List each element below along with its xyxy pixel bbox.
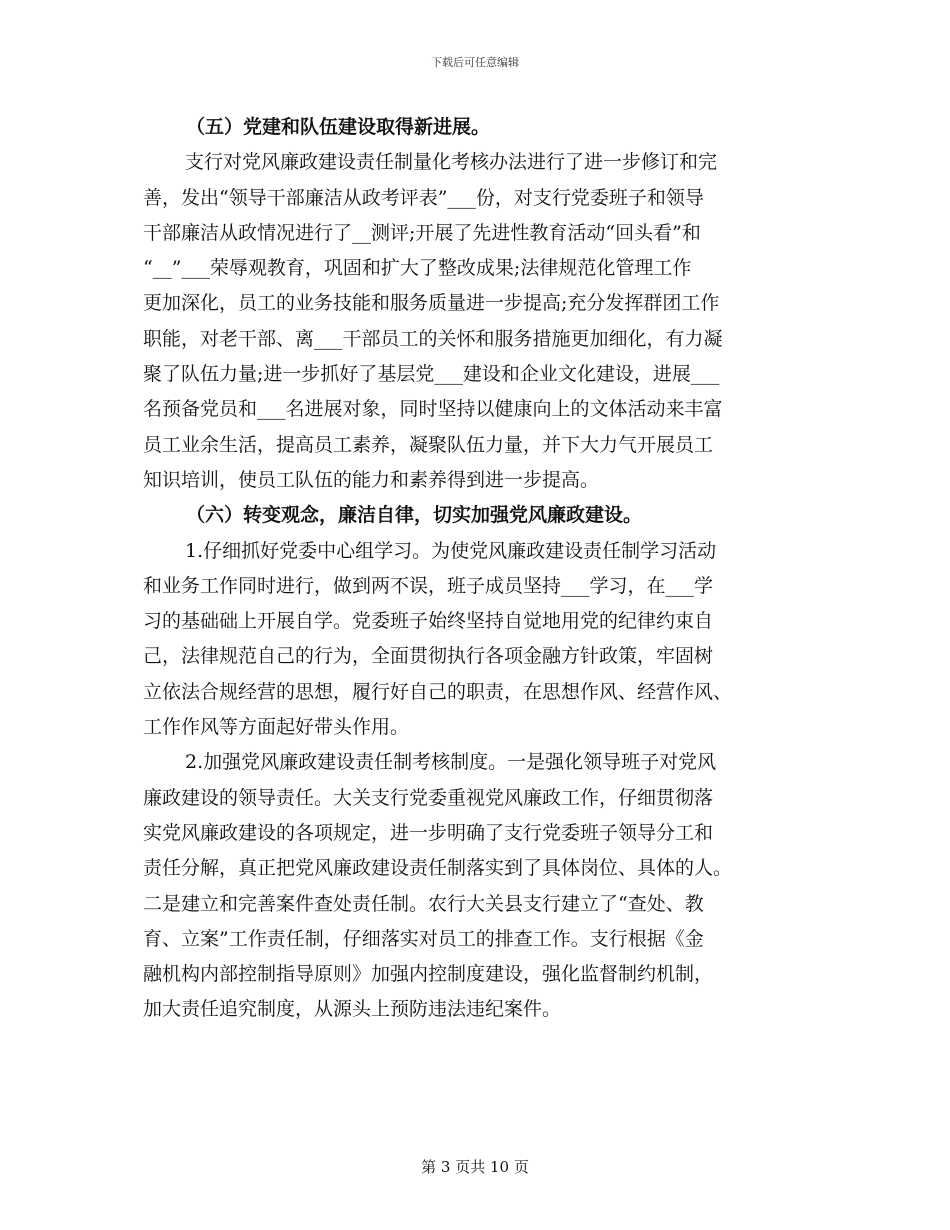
paragraph-line: 职能，对老干部、离___干部员工的关怀和服务措施更加细化，有力凝	[143, 327, 723, 350]
section-heading-5: （五）党建和队伍建设取得新进展。	[186, 116, 491, 138]
paragraph-line: 育、立案”工作责任制，仔细落实对员工的排查工作。支行根据《金	[143, 927, 704, 950]
paragraph-line: 责任分解，真正把党风廉政建设责任制落实到了具体岗位、具体的人。	[143, 857, 733, 880]
paragraph-line: 二是建立和完善案件查处责任制。农行大关县支行建立了“查处、教	[143, 892, 704, 915]
paragraph-line: 员工业余生活，提高员工素养，凝聚队伍力量，并下大力气开展员工	[143, 433, 714, 456]
section-heading-6: （六）转变观念，廉洁自律，切实加强党风廉政建设。	[186, 504, 643, 527]
paragraph-line: 善，发出“领导干部廉洁从政考评表”___份，对支行党委班子和领导	[143, 186, 704, 209]
paragraph-line: 己，法律规范自己的行为，全面贯彻执行各项金融方针政策，牢固树	[143, 645, 714, 668]
paragraph-line: 干部廉洁从政情况进行了__测评;开展了先进性教育活动“回头看”和	[143, 221, 701, 244]
paragraph-line: 更加深化，员工的业务技能和服务质量进一步提高;充分发挥群团工作	[143, 292, 720, 315]
paragraph-line: 加大责任追究制度，从源头上预防违法违纪案件。	[143, 998, 562, 1021]
paragraph-line: 习的基础础上开展自学。党委班子始终坚持自觉地用党的纪律约束自	[143, 610, 714, 633]
page-footer: 第 3 页共 10 页	[421, 1158, 529, 1176]
paragraph-line: 知识培训，使员工队伍的能力和素养得到进一步提高。	[143, 468, 600, 491]
paragraph-line: 实党风廉政建设的各项规定，进一步明确了支行党委班子领导分工和	[143, 821, 714, 844]
paragraph-line: 融机构内部控制指导原则》加强内控制度建设，强化监督制约机制，	[143, 963, 714, 986]
paragraph-line: 和业务工作同时进行，做到两不误，班子成员坚持___学习，在___学	[143, 574, 714, 597]
paragraph-line: 2.加强党风廉政建设责任制考核制度。一是强化领导班子对党风	[185, 751, 717, 774]
page-header: 下载后可任意编辑	[431, 56, 519, 69]
paragraph-line: 立依法合规经营的思想，履行好自己的职责，在思想作风、经营作风、	[143, 680, 733, 703]
paragraph-line: 廉政建设的领导责任。大关支行党委重视党风廉政工作，仔细贯彻落	[143, 786, 714, 809]
paragraph-line: 聚了队伍力量;进一步抓好了基层党___建设和企业文化建设，进展___	[143, 363, 720, 386]
paragraph-line: 1.仔细抓好党委中心组学习。为使党风廉政建设责任制学习活动	[185, 539, 717, 562]
paragraph-line: “__”___荣辱观教育，巩固和扩大了整改成果;法律规范化管理工作	[143, 257, 692, 280]
paragraph-line: 工作作风等方面起好带头作用。	[143, 716, 410, 739]
paragraph-line: 支行对党风廉政建设责任制量化考核办法进行了进一步修订和完	[185, 151, 718, 174]
paragraph-line: 名预备党员和___名进展对象，同时坚持以健康向上的文体活动来丰富	[143, 398, 723, 421]
document-body	[143, 110, 808, 1028]
